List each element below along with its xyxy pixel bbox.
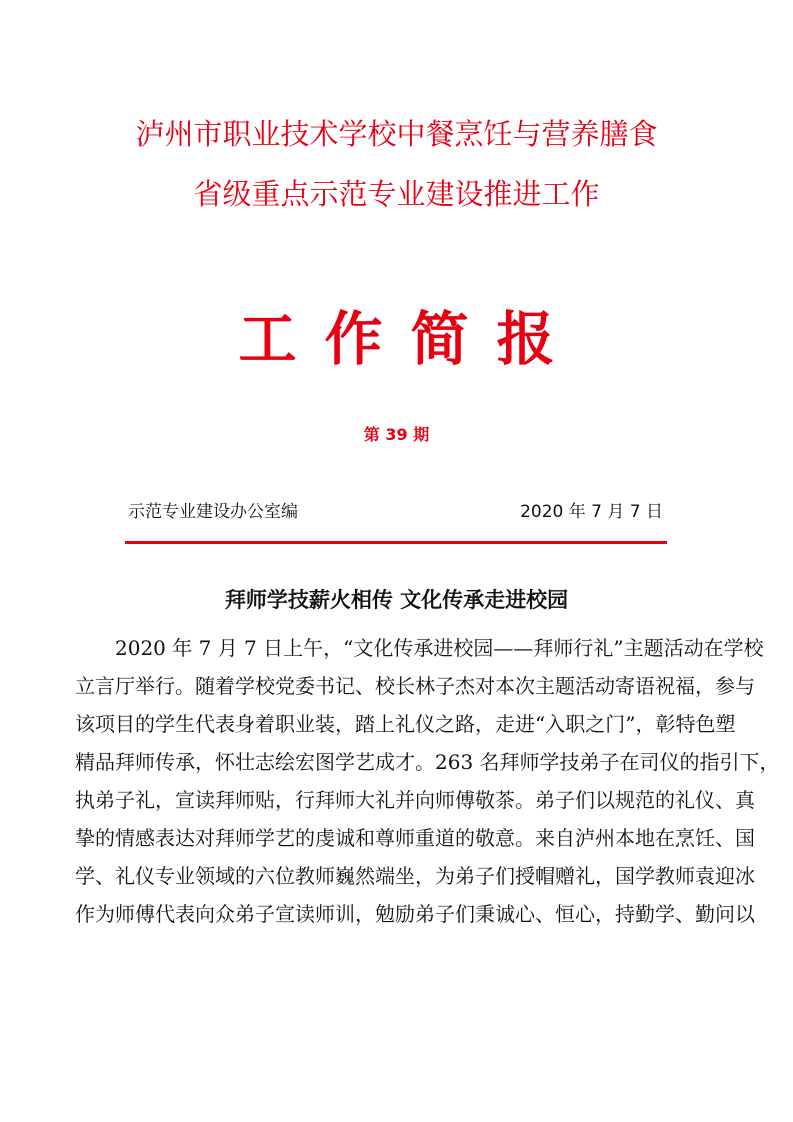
editor-office: 示范专业建设办公室编	[128, 502, 298, 522]
body-line: 学、礼仪专业领域的六位教师巍然端坐，为弟子们授帽赠礼，国学教师袁迎冰	[75, 864, 755, 888]
body-line: 该项目的学生代表身着职业装，踏上礼仪之路，走进“入职之门”，彰特色塑	[75, 712, 736, 736]
issue-number: 第 39 期	[363, 425, 430, 444]
publish-date: 2020 年 7 月 7 日	[520, 502, 663, 522]
body-line: 执弟子礼，宣读拜师贴，行拜师大礼并向师傅敬茶。弟子们以规范的礼仪、真	[75, 788, 755, 812]
body-line: 立言厅举行。随着学校党委书记、校长林子杰对本次主题活动寄语祝福，参与	[75, 674, 755, 698]
body-line: 作为师傅代表向众弟子宣读师训，勉励弟子们秉诚心、恒心，持勤学、勤问以	[75, 902, 755, 926]
bulletin-banner: 工作简报	[238, 305, 583, 373]
doc-title-line2: 省级重点示范专业建设推进工作	[193, 177, 600, 211]
article-headline: 拜师学技薪火相传 文化传承走进校园	[224, 588, 569, 612]
body-line: 精品拜师传承，怀壮志绘宏图学艺成才。263 名拜师学技弟子在司仪的指引下，	[75, 750, 780, 774]
red-divider	[125, 541, 667, 544]
doc-title-line1: 泸州市职业技术学校中餐烹饪与营养膳食	[135, 117, 658, 151]
body-line: 挚的情感表达对拜师学艺的虔诚和尊师重道的敬意。来自泸州本地在烹饪、国	[75, 826, 755, 850]
article-body	[75, 634, 780, 938]
body-line: 2020 年 7 月 7 日上午，“文化传承进校园——拜师行礼”主题活动在学校	[115, 636, 764, 660]
